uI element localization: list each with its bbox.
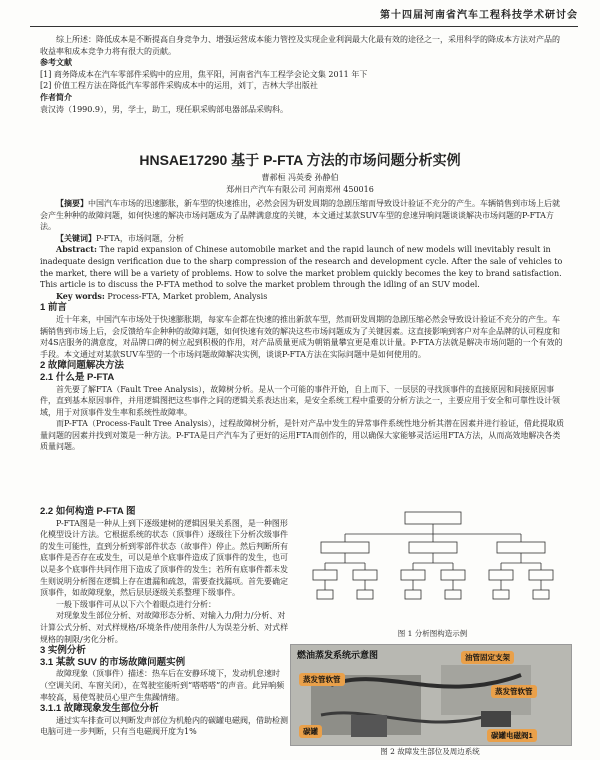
abstract-cn-label: 【摘要】	[56, 198, 88, 208]
section-3-1-1-p1: 通过实车排查可以判断发声部位为机舱内的碳罐电磁阀，借助检测电脑可进一步判断，只有当电磁阀开度为1%	[40, 715, 288, 737]
tree-node	[441, 570, 465, 580]
section-2-1-p2: 而P-FTA（Process-Fault Tree Analysis），过程故障树分析，是针对产品中发生的异常事件系统性地分析其潜在因素并进行验证，借此提取质量问题的因素并找到对策是一种方法。P-FTA是日产汽车为了更好的运用FTA而创作的，用以确保大家能够灵活运用FTA方法，从而高效地解决各类质量问题。	[40, 419, 564, 452]
tree-leaf	[533, 590, 549, 599]
tree-connector-l1	[345, 524, 521, 542]
figure-1-caption: 图 1 分析图构造示例	[397, 629, 468, 638]
abstract-en: The rapid expansion of Chinese automobile market and the rapid launch of new models will inevitably result in inadequate design verification due to the sharp compression of the research and development cycle. After the sale of vehicles to the market, there will be a variety of problems. How to solve the market problem quickly becomes the key to brand satisfaction. This article is to discuss the P-FTA method to solve the market problem through the idling of an SUV model.	[40, 245, 563, 290]
tree-node	[353, 570, 377, 580]
reference-2: [2] 价值工程方法在降低汽车零部件采购成本中的运用，刘丁，吉林大学出版社	[40, 81, 318, 91]
section-1-title: 1 前言	[40, 302, 67, 314]
section-3-1-title: 3.1 某款 SUV 的市场故障问题实例	[40, 656, 186, 668]
tree-node	[529, 570, 553, 580]
fig2-label-hose-2: 蒸发管软管	[491, 685, 537, 698]
section-2-2-title: 2.2 如何构造 P-FTA 图	[40, 506, 136, 517]
tree-leaf	[317, 590, 333, 599]
tree-node	[401, 570, 425, 580]
top-event-box	[405, 512, 461, 524]
header-rule	[30, 26, 578, 27]
figure-2-title: 燃油蒸发系统示意图	[297, 650, 379, 660]
paper-authors: 曹郝桓 冯英委 孙静伯	[261, 173, 339, 182]
section-2-title: 2 故障问题解决方法	[40, 360, 124, 372]
section-3-1-1-title: 3.1.1 故障现象发生部位分析	[40, 703, 159, 715]
fig2-label-canister-valve: 碳罐电磁阀1	[487, 729, 537, 742]
tree-leaf	[357, 590, 373, 599]
fig2-label-canister: 碳罐	[299, 725, 322, 738]
section-2-2-p1: P-FTA图是一种从上到下逐级建树的逻辑因果关系图，是一种图形化模型设计方法。它根据系统的状态（顶事件）逐级往下分析次级事件的发生可能性，直到分析到零部件状态（故事件）停止。然后判断所有底事件是否存在或发生，可以是单个底事件造成了顶事件的发生，也可以是多个底事件共同作用下造成了顶事件的发生；若所有底事件都未发生则说明分析图在逻辑上存在遗漏和疏忽，需要查找漏项。首先要确定顶事件，如故障现象，然后层层逐级关系整理下级事件。	[40, 518, 288, 598]
references-title: 参考文献	[40, 57, 72, 68]
section-2-2-p3: 对现象发生部位分析、对故障形态分析、对输入力/附力/分析、对计算公式分析、对式样规格/环境条件/使用条件/人为误差分析、对式样规格的制限/劣化分析。	[40, 611, 289, 644]
author-intro-title: 作者简介	[40, 91, 72, 102]
tree-node	[489, 570, 513, 580]
author-bio: 袁汉涛（1990.9），男，学士，助工，现任职采购部电器部品采购科。	[40, 104, 288, 114]
intro-section	[40, 34, 566, 115]
section-1-text: 近十年来，中国汽车市场处于快速膨胀期，每家车企都在快速的推出新款车型，然而研发周期的急剧压缩必然会导致设计验证不充分的产生。车辆销售到市场上后，会反馈给车企种种的故障问题，如何快速有效的解决这些市场问题成为了关键因素。这直接影响到客户对车企品牌的认可程度和对4S店服务的满意度，对品牌口碑的树立起到积极的作用，对产品质量更成为朝销量攀宜更是难以计量。P-FTA方法就是解决市场问题的一个有效的手段。本文通过对某款SUV车型的一个市场问题故障解决实例，谈谈P-FTA方法在实际问题中是如何使用的。	[40, 314, 563, 359]
section-2-1-title: 2.1 什么是 P-FTA	[40, 371, 115, 383]
keywords-cn: P-FTA，市场问题，分析	[96, 233, 184, 243]
fig2-label-pipe-bracket: 油管固定支架	[461, 651, 514, 664]
tree-leaf	[405, 590, 421, 599]
keywords-en: Process-FTA, Market problem, Analysis	[107, 291, 268, 301]
tree-node	[409, 542, 457, 553]
running-header: 第十四届河南省汽车工程科技学术研讨会	[380, 10, 578, 21]
section-3-title: 3 实例分析	[40, 645, 86, 657]
section-2-2-p2: 一般下级事件可从以下六个着眼点进行分析：	[56, 599, 216, 609]
tree-connector-l3	[325, 580, 541, 590]
abstract-en-label: Abstract:	[56, 244, 97, 255]
paper-title: HNSAE17290 基于 P-FTA 方法的市场问题分析实例	[139, 152, 461, 168]
reference-1: [1] 商务降成本在汽车零部件采购中的应用，焦平阳，河南省汽车工程学会论文集 2011 年下	[40, 69, 368, 79]
tree-node	[497, 542, 545, 553]
abstract-section	[40, 198, 566, 453]
paper-affiliation: 郑州日产汽车有限公司 河南郑州 450016	[226, 185, 374, 194]
tree-node	[321, 542, 369, 553]
tree-leaf	[445, 590, 461, 599]
keywords-cn-label: 【关键词】	[56, 232, 96, 243]
tree-connector-l2	[325, 553, 541, 570]
section-3-1-p1: 故障现象（顶事件）描述：热车后在安静环境下，发动机怠速时（空调关闭、车窗关闭），在驾驶室能听到“嗒嗒嗒”的声音。此异响频率较高，易使驾驶员心里产生焦躁情绪。	[40, 669, 285, 702]
left-column	[40, 506, 290, 738]
evap-system-photo	[290, 644, 572, 746]
tree-node	[313, 570, 337, 580]
summary-paragraph: 综上所述：降低成本是不断提高自身竞争力、增强运营成本能力管控及实现企业利润最大化最有效的途径之一，采用科学的降成本方法对产品的收益率和成本竞争力将有很大的贡献。	[40, 35, 560, 56]
tree-leaf	[493, 590, 509, 599]
section-2-1-p1: 首先要了解FTA（Fault Tree Analysis），故障树分析。是从一个可能的事件开始，自上而下、一层层的寻找顶事件的直接原因和间接原因事件，直到基本原因事件，并用逻辑图把这些事件之间的逻辑关系表达出来，是安全系统工程中重要的分析方法之一，主要应用于安全和可靠性设计领域，用于对顶事件发生率和系统性故障率。	[40, 384, 560, 417]
keywords-en-label: Key words:	[56, 290, 105, 301]
abstract-cn: 中国汽车市场的迅速膨胀，新车型的快速推出，必然会因为研发周期的急剧压缩而导致设计验证不充分的产生。车辆销售到市场上后就会产生种种的故障问题，如何快速的解决市场问题成为了品牌满意度的关键，本文通过某款SUV车型的怠速异响问题谈谈解决市场问题的P-FTA方法。	[40, 199, 560, 232]
fault-tree-diagram	[305, 508, 560, 638]
fig2-label-hose-1: 蒸发管软管	[299, 673, 345, 686]
figure-2-caption: 图 2 故障发生部位及周边系统	[380, 747, 480, 756]
